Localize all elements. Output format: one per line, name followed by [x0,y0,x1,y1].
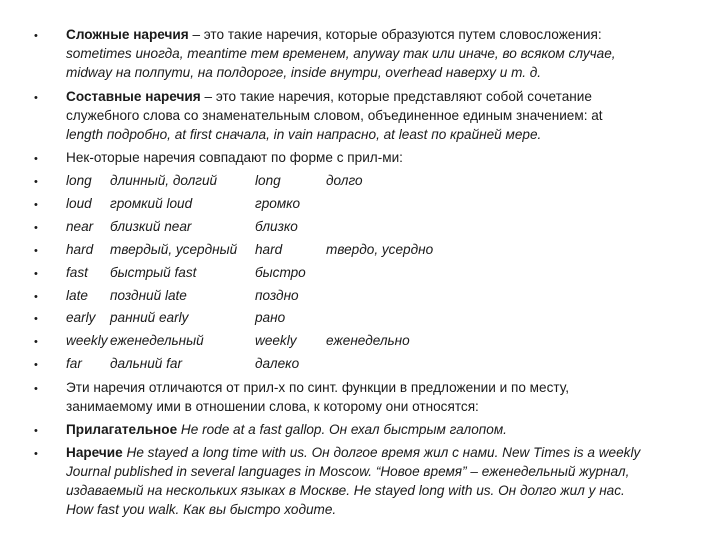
word-row [0,218,720,236]
bullet-icon: • [34,244,38,257]
word-row-col-3: громко [255,195,301,211]
distinction-line-1: Эти наречия отличаются от прил-х по синт. функции в предложении и по месту, [66,380,569,395]
compound-def-line [66,26,602,44]
word-row [0,172,720,190]
adverb-example-line-4: How fast you walk. Как вы быстро ходите. [66,502,337,517]
bullet-icon: • [34,425,38,437]
bullet-icon: • [34,267,38,280]
word-row-col-2: дальний far [110,356,182,372]
word-row-col-1: long [66,173,92,188]
adverb-example-line-1 [66,444,640,462]
word-row [0,287,720,305]
adverb-label: Наречие [66,445,123,460]
bullet-icon: • [34,290,38,303]
bullet-icon: • [34,198,38,211]
word-row-col-1: hard [66,241,94,257]
word-row-col-1: late [66,287,88,303]
word-row-col-1: loud [66,195,92,211]
word-row-col-3: далеко [255,356,300,372]
word-row-col-2: длинный, долгий [110,173,218,188]
compound-examples-line-1: sometimes иногда, meantime тем временем, anyway так или иначе, во всяком случае, [66,46,616,61]
word-row-col-3: поздно [255,287,299,303]
adjective-example-text: He rode at a fast gallop. Он ехал быстрым галопом. [177,422,507,437]
word-row-col-2: близкий near [110,218,192,234]
adverb-example-line-2: Journal published in several languages in Moscow. “Новое время” – еженедельный журнал, [66,464,630,479]
bullet-icon: • [34,176,38,188]
word-row-col-2: быстрый fast [110,264,197,280]
bullet-icon: • [34,153,38,165]
word-row [0,195,720,213]
word-row [0,332,720,350]
composite-def-line [66,88,592,106]
word-row-col-4: еженедельно [326,333,410,349]
compound-def: – это такие наречия, которые образуются путем словосложения: [188,27,602,42]
word-row-col-3: weekly [255,333,297,349]
word-row-col-4: твердо, усердно [326,241,434,257]
word-row-col-2: твердый, усердный [110,241,238,257]
word-row [0,241,720,259]
bullet-icon: • [34,383,38,395]
adjective-label: Прилагательное [66,422,178,437]
composite-examples-line: length подробно, at first сначала, in vain напрасно, at least по крайней мере. [66,127,542,142]
bullet-icon: • [34,30,38,42]
composite-def: – это такие наречия, которые представляют собой сочетание [200,89,592,104]
bullet-icon: • [34,359,38,372]
word-row-col-3: рано [255,310,286,326]
adjective-example-line [66,421,507,439]
word-row-col-1: far [66,356,82,372]
compound-title: Сложные наречия [66,27,189,42]
word-row [0,355,720,373]
word-row-col-2: поздний late [110,287,187,303]
word-row [0,309,720,327]
word-row-col-1: early [66,310,96,326]
word-row [0,264,720,282]
composite-def-line-2: служебного слова со знаменательным словом, объединенное единым значением: at [66,108,603,123]
word-row-col-3: быстро [255,264,306,280]
word-row-col-2: ранний early [110,310,189,326]
adverb-example-text: He stayed a long time with us. Он долгое время жил с нами. New Times is a weekly [122,445,641,460]
word-row-col-1: weekly [66,333,108,349]
word-row-col-1: fast [66,264,88,280]
word-row-col-3: близко [255,218,298,234]
adverb-example-line-3: издаваемый на нескольких языках в Москве. He stayed long with us. Он долго жил у нас. [66,483,625,498]
word-row-col-4: долго [326,173,363,188]
word-row-col-3: long [255,173,281,188]
word-row-col-3: hard [255,241,283,257]
bullet-icon: • [34,313,38,326]
coincide-text: Нек-оторые наречия совпадают по форме с прил-ми: [66,150,403,165]
bullet-icon: • [34,92,38,104]
bullet-icon: • [34,448,38,460]
bullet-icon: • [34,221,38,234]
distinction-line-2: занимаемому ими в отношении слова, к которому они относятся: [66,399,479,414]
compound-examples-line-2: midway на полпути, на полдороге, inside внутри, overhead наверху и т. д. [66,65,542,80]
word-row-col-2: еженедельный [110,333,204,349]
composite-title: Составные наречия [66,89,201,104]
word-row-col-1: near [66,218,94,234]
word-row-col-2: громкий loud [110,195,193,211]
bullet-icon: • [34,336,38,349]
